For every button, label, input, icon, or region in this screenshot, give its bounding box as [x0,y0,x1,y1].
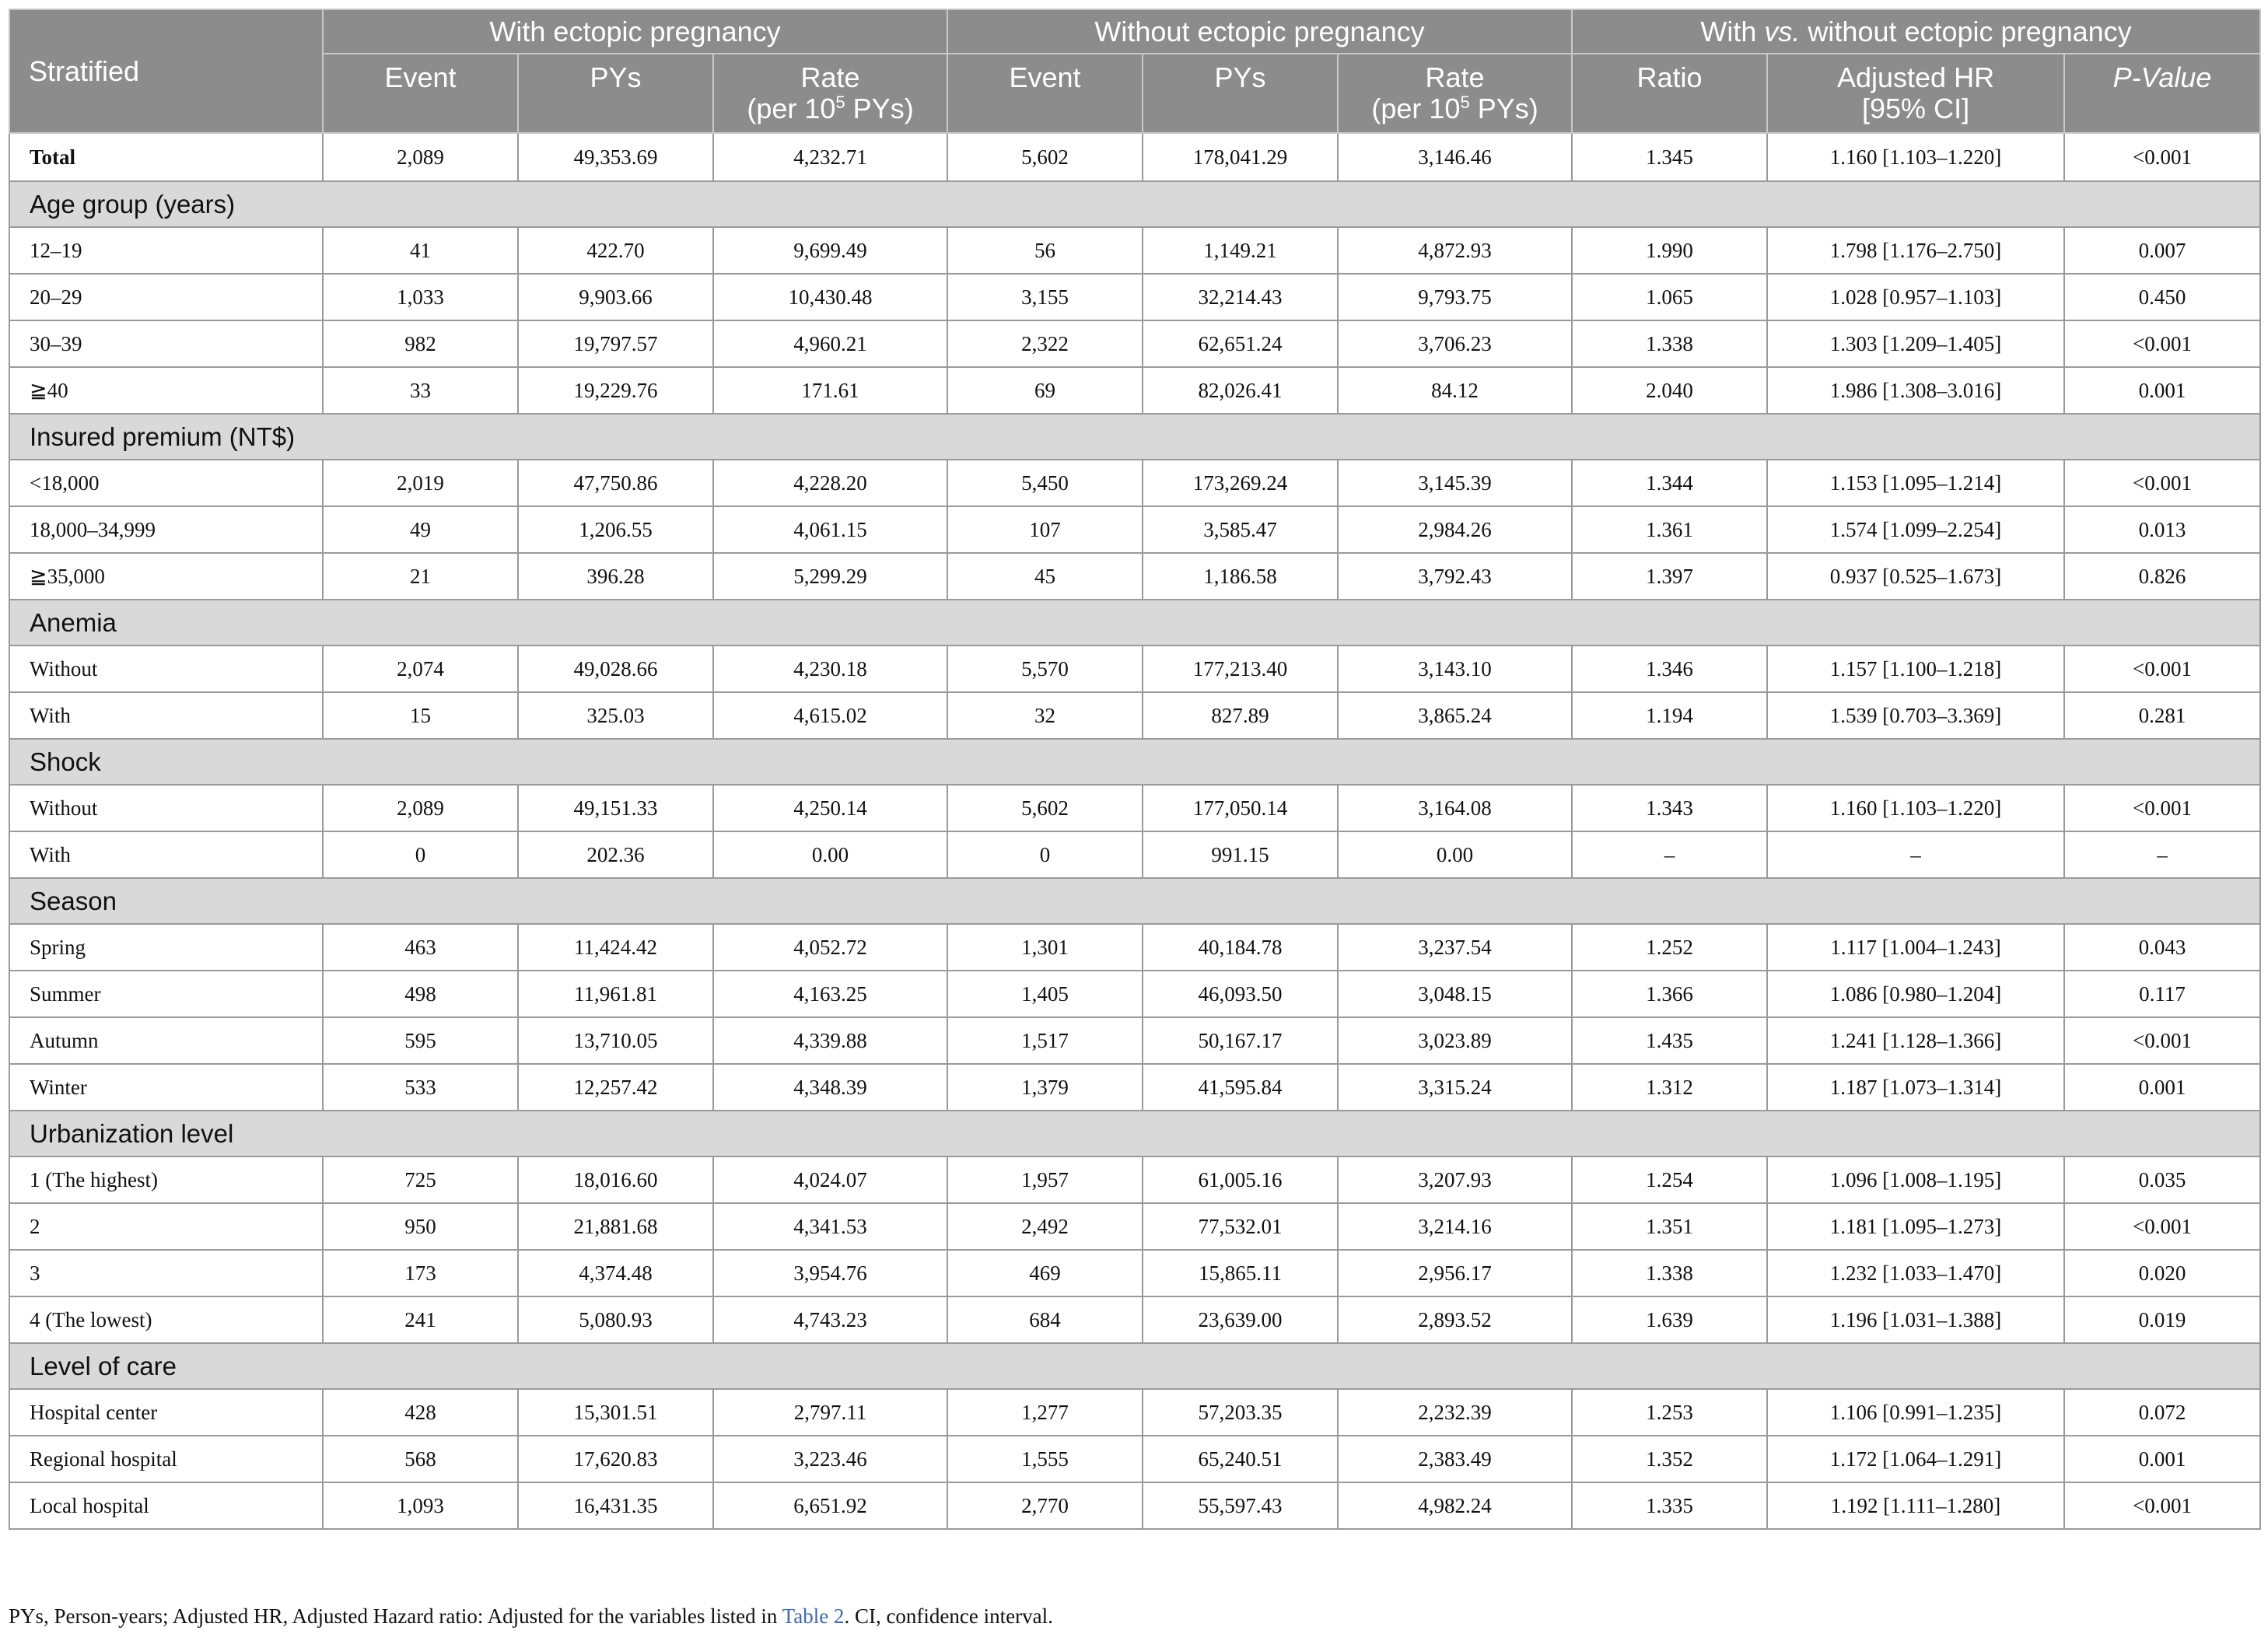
cell-p-value: <0.001 [2064,785,2260,831]
cell-adjusted-hr: 1.798 [1.176–2.750] [1767,227,2064,274]
cell-p-value: <0.001 [2064,133,2260,181]
cell-event-without: 5,570 [947,646,1143,692]
cell-ratio: 1.346 [1572,646,1767,692]
cell-ratio: 1.254 [1572,1156,1767,1203]
table-row [9,1064,2260,1111]
row-label: Summer [9,971,323,1017]
cell-event-without: 2,770 [947,1482,1143,1529]
cell-rate-with: 4,230.18 [713,646,947,692]
cell-event-without: 5,602 [947,133,1143,181]
cell-pys-with: 4,374.48 [518,1250,713,1296]
header-ratio: Ratio [1572,54,1767,133]
total-row [9,133,2260,181]
cell-event-without: 107 [947,506,1143,553]
cell-pys-with: 18,016.60 [518,1156,713,1203]
table-row [9,1436,2260,1482]
cell-pys-without: 55,597.43 [1143,1482,1338,1529]
cell-ratio: 1.312 [1572,1064,1767,1111]
cell-event-with: 463 [323,924,518,971]
cell-rate-without: 3,792.43 [1338,553,1572,600]
cell-pys-with: 5,080.93 [518,1296,713,1343]
cell-adjusted-hr: 1.160 [1.103–1.220] [1767,133,2064,181]
cell-pys-without: 173,269.24 [1143,460,1338,506]
cell-p-value: <0.001 [2064,1203,2260,1250]
cell-event-with: 1,093 [323,1482,518,1529]
row-label: 12–19 [9,227,323,274]
cell-event-without: 45 [947,553,1143,600]
cell-pys-with: 11,961.81 [518,971,713,1017]
row-label: 4 (The lowest) [9,1296,323,1343]
table-row [9,274,2260,320]
cell-event-without: 56 [947,227,1143,274]
table-row [9,646,2260,692]
header-pys-with: PYs [518,54,713,133]
cell-ratio: 1.345 [1572,133,1767,181]
cell-event-without: 1,957 [947,1156,1143,1203]
cell-rate-without: 3,315.24 [1338,1064,1572,1111]
cell-rate-without: 2,984.26 [1338,506,1572,553]
cell-p-value: <0.001 [2064,1017,2260,1064]
cell-pys-with: 9,903.66 [518,274,713,320]
table-row [9,1296,2260,1343]
cell-adjusted-hr: 1.086 [0.980–1.204] [1767,971,2064,1017]
cell-event-without: 1,379 [947,1064,1143,1111]
header-p-value: P-Value [2064,54,2260,133]
cell-event-without: 2,492 [947,1203,1143,1250]
table-footnote: PYs, Person-years; Adjusted HR, Adjusted Hazard ratio: Adjusted for the variables listed in Table 2. CI, confidence interval. [9,1604,1053,1628]
cell-rate-without: 4,982.24 [1338,1482,1572,1529]
cell-rate-with: 4,232.71 [713,133,947,181]
table-row [9,553,2260,600]
cell-rate-without: 4,872.93 [1338,227,1572,274]
cell-adjusted-hr: 1.574 [1.099–2.254] [1767,506,2064,553]
cell-event-with: 21 [323,553,518,600]
cell-pys-with: 1,206.55 [518,506,713,553]
cell-pys-without: 40,184.78 [1143,924,1338,971]
cell-ratio: 1.639 [1572,1296,1767,1343]
table-row [9,1156,2260,1203]
cell-ratio: 1.252 [1572,924,1767,971]
cell-p-value: 0.020 [2064,1250,2260,1296]
row-label: Without [9,646,323,692]
cell-rate-with: 6,651.92 [713,1482,947,1529]
cell-event-with: 725 [323,1156,518,1203]
cell-pys-without: 177,213.40 [1143,646,1338,692]
cell-rate-without: 2,383.49 [1338,1436,1572,1482]
cell-pys-without: 177,050.14 [1143,785,1338,831]
cell-event-with: 498 [323,971,518,1017]
cell-rate-with: 171.61 [713,367,947,414]
cell-pys-without: 3,585.47 [1143,506,1338,553]
cell-rate-with: 4,743.23 [713,1296,947,1343]
cell-ratio: 1.335 [1572,1482,1767,1529]
cell-rate-with: 0.00 [713,831,947,878]
table-row [9,1203,2260,1250]
header-with-ectopic: With ectopic pregnancy [323,9,947,54]
row-label: ≧40 [9,367,323,414]
cell-rate-without: 3,048.15 [1338,971,1572,1017]
cell-event-with: 2,019 [323,460,518,506]
row-label: Local hospital [9,1482,323,1529]
cell-adjusted-hr: 1.187 [1.073–1.314] [1767,1064,2064,1111]
row-label: 3 [9,1250,323,1296]
cell-event-without: 684 [947,1296,1143,1343]
cell-rate-without: 3,164.08 [1338,785,1572,831]
row-label: Hospital center [9,1389,323,1436]
row-label: 1 (The highest) [9,1156,323,1203]
cell-ratio: 2.040 [1572,367,1767,414]
cell-rate-with: 3,223.46 [713,1436,947,1482]
table-row [9,831,2260,878]
cell-rate-without: 2,232.39 [1338,1389,1572,1436]
cell-event-without: 1,405 [947,971,1143,1017]
section-title: Insured premium (NT$) [9,414,2260,460]
cell-pys-with: 19,797.57 [518,320,713,367]
cell-event-with: 533 [323,1064,518,1111]
table-row [9,1389,2260,1436]
cell-event-with: 2,074 [323,646,518,692]
section-title: Urbanization level [9,1111,2260,1156]
cell-p-value: 0.019 [2064,1296,2260,1343]
cell-pys-without: 41,595.84 [1143,1064,1338,1111]
cell-rate-with: 4,228.20 [713,460,947,506]
section-title: Season [9,878,2260,924]
table-row [9,367,2260,414]
cell-pys-with: 19,229.76 [518,367,713,414]
cell-p-value: 0.001 [2064,1064,2260,1111]
cell-pys-without: 65,240.51 [1143,1436,1338,1482]
cell-rate-without: 2,956.17 [1338,1250,1572,1296]
cell-pys-without: 57,203.35 [1143,1389,1338,1436]
row-label: 30–39 [9,320,323,367]
row-label: Regional hospital [9,1436,323,1482]
row-label: 2 [9,1203,323,1250]
cell-adjusted-hr: 1.986 [1.308–3.016] [1767,367,2064,414]
cell-pys-without: 82,026.41 [1143,367,1338,414]
cell-adjusted-hr: 0.937 [0.525–1.673] [1767,553,2064,600]
cell-rate-without: 3,143.10 [1338,646,1572,692]
cell-adjusted-hr: 1.192 [1.111–1.280] [1767,1482,2064,1529]
cell-rate-with: 5,299.29 [713,553,947,600]
cell-rate-with: 4,615.02 [713,692,947,739]
results-table [9,9,2261,1530]
cell-event-with: 2,089 [323,133,518,181]
cell-event-with: 568 [323,1436,518,1482]
cell-event-without: 1,301 [947,924,1143,971]
cell-adjusted-hr: 1.539 [0.703–3.369] [1767,692,2064,739]
cell-rate-without: 3,865.24 [1338,692,1572,739]
header-event-with: Event [323,54,518,133]
cell-event-with: 428 [323,1389,518,1436]
cell-adjusted-hr: 1.303 [1.209–1.405] [1767,320,2064,367]
cell-ratio: 1.344 [1572,460,1767,506]
cell-p-value: <0.001 [2064,646,2260,692]
cell-rate-with: 4,341.53 [713,1203,947,1250]
cell-ratio: 1.194 [1572,692,1767,739]
cell-rate-without: 3,214.16 [1338,1203,1572,1250]
cell-pys-without: 178,041.29 [1143,133,1338,181]
cell-event-without: 1,555 [947,1436,1143,1482]
cell-rate-without: 3,207.93 [1338,1156,1572,1203]
cell-ratio: 1.990 [1572,227,1767,274]
cell-event-without: 69 [947,367,1143,414]
section-header-row [9,414,2260,460]
cell-event-with: 0 [323,831,518,878]
cell-pys-without: 1,149.21 [1143,227,1338,274]
row-label: Autumn [9,1017,323,1064]
table-row [9,924,2260,971]
cell-pys-with: 16,431.35 [518,1482,713,1529]
cell-rate-with: 4,061.15 [713,506,947,553]
cell-rate-without: 3,237.54 [1338,924,1572,971]
cell-ratio: 1.338 [1572,320,1767,367]
row-label: ≧35,000 [9,553,323,600]
table-row [9,1482,2260,1529]
cell-event-with: 1,033 [323,274,518,320]
section-header-row [9,878,2260,924]
cell-pys-without: 15,865.11 [1143,1250,1338,1296]
cell-rate-with: 4,960.21 [713,320,947,367]
header-rate-without: Rate (per $10^5$ PYs) [1338,54,1572,133]
cell-pys-with: 49,353.69 [518,133,713,181]
row-label: Spring [9,924,323,971]
cell-adjusted-hr: 1.196 [1.031–1.388] [1767,1296,2064,1343]
cell-event-without: 1,277 [947,1389,1143,1436]
cell-ratio: 1.065 [1572,274,1767,320]
cell-p-value: 0.043 [2064,924,2260,971]
cell-adjusted-hr: 1.241 [1.128–1.366] [1767,1017,2064,1064]
table-row [9,971,2260,1017]
cell-p-value: 0.281 [2064,692,2260,739]
cell-p-value: <0.001 [2064,320,2260,367]
cell-event-with: 982 [323,320,518,367]
cell-pys-with: 49,028.66 [518,646,713,692]
cell-p-value: <0.001 [2064,1482,2260,1529]
table-header [9,9,2260,133]
cell-event-without: 5,602 [947,785,1143,831]
row-label: With [9,692,323,739]
section-title: Anemia [9,600,2260,646]
cell-p-value: 0.072 [2064,1389,2260,1436]
section-title: Age group (years) [9,181,2260,227]
row-label: Total [9,133,323,181]
cell-rate-with: 4,348.39 [713,1064,947,1111]
cell-rate-without: 3,146.46 [1338,133,1572,181]
header-rate-with: Rate (per $10^5$ PYs) [713,54,947,133]
cell-pys-without: 827.89 [1143,692,1338,739]
cell-pys-with: 21,881.68 [518,1203,713,1250]
cell-pys-with: 11,424.42 [518,924,713,971]
cell-pys-without: 46,093.50 [1143,971,1338,1017]
table-row [9,1250,2260,1296]
cell-p-value: 0.450 [2064,274,2260,320]
cell-adjusted-hr: 1.232 [1.033–1.470] [1767,1250,2064,1296]
header-stratified: Stratified [9,9,323,133]
cell-rate-with: 4,163.25 [713,971,947,1017]
cell-rate-without: 0.00 [1338,831,1572,878]
cell-rate-with: 2,797.11 [713,1389,947,1436]
cell-pys-with: 15,301.51 [518,1389,713,1436]
cell-event-with: 41 [323,227,518,274]
table-row [9,227,2260,274]
section-header-row [9,739,2260,785]
row-label: 18,000–34,999 [9,506,323,553]
cell-rate-without: 2,893.52 [1338,1296,1572,1343]
table-row [9,692,2260,739]
cell-adjusted-hr: 1.160 [1.103–1.220] [1767,785,2064,831]
table-2-link[interactable]: Table 2 [782,1604,845,1628]
row-label: <18,000 [9,460,323,506]
table-body [9,133,2260,1529]
row-label: 20–29 [9,274,323,320]
cell-adjusted-hr: 1.117 [1.004–1.243] [1767,924,2064,971]
header-comparison: With vs. without ectopic pregnancy [1572,9,2260,54]
cell-adjusted-hr: 1.157 [1.100–1.218] [1767,646,2064,692]
cell-rate-without: 3,145.39 [1338,460,1572,506]
cell-adjusted-hr: 1.106 [0.991–1.235] [1767,1389,2064,1436]
cell-ratio: 1.435 [1572,1017,1767,1064]
cell-event-without: 3,155 [947,274,1143,320]
cell-pys-without: 991.15 [1143,831,1338,878]
header-pys-without: PYs [1143,54,1338,133]
cell-ratio: 1.352 [1572,1436,1767,1482]
section-header-row [9,600,2260,646]
table-row [9,320,2260,367]
cell-pys-without: 62,651.24 [1143,320,1338,367]
cell-pys-with: 13,710.05 [518,1017,713,1064]
cell-p-value: 0.013 [2064,506,2260,553]
cell-pys-with: 325.03 [518,692,713,739]
cell-p-value: <0.001 [2064,460,2260,506]
cell-pys-without: 77,532.01 [1143,1203,1338,1250]
cell-p-value: 0.035 [2064,1156,2260,1203]
cell-adjusted-hr: – [1767,831,2064,878]
cell-ratio: 1.343 [1572,785,1767,831]
cell-rate-without: 3,706.23 [1338,320,1572,367]
cell-rate-without: 84.12 [1338,367,1572,414]
section-header-row [9,1111,2260,1156]
cell-rate-with: 4,250.14 [713,785,947,831]
cell-pys-with: 422.70 [518,227,713,274]
cell-rate-without: 9,793.75 [1338,274,1572,320]
cell-event-with: 15 [323,692,518,739]
cell-pys-with: 49,151.33 [518,785,713,831]
cell-pys-with: 202.36 [518,831,713,878]
table-row [9,785,2260,831]
cell-adjusted-hr: 1.172 [1.064–1.291] [1767,1436,2064,1482]
cell-rate-with: 10,430.48 [713,274,947,320]
cell-pys-without: 32,214.43 [1143,274,1338,320]
cell-adjusted-hr: 1.181 [1.095–1.273] [1767,1203,2064,1250]
cell-ratio: 1.253 [1572,1389,1767,1436]
cell-p-value: 0.001 [2064,367,2260,414]
cell-p-value: 0.007 [2064,227,2260,274]
cell-rate-with: 3,954.76 [713,1250,947,1296]
table-row [9,506,2260,553]
cell-rate-with: 4,052.72 [713,924,947,971]
section-title: Shock [9,739,2260,785]
table-row [9,460,2260,506]
cell-rate-without: 3,023.89 [1338,1017,1572,1064]
cell-pys-with: 396.28 [518,553,713,600]
cell-adjusted-hr: 1.096 [1.008–1.195] [1767,1156,2064,1203]
cell-rate-with: 9,699.49 [713,227,947,274]
table-row [9,1017,2260,1064]
cell-event-with: 33 [323,367,518,414]
cell-p-value: 0.001 [2064,1436,2260,1482]
cell-ratio: 1.397 [1572,553,1767,600]
cell-p-value: 0.117 [2064,971,2260,1017]
cell-rate-with: 4,024.07 [713,1156,947,1203]
cell-ratio: 1.338 [1572,1250,1767,1296]
cell-event-with: 241 [323,1296,518,1343]
cell-event-without: 0 [947,831,1143,878]
cell-ratio: 1.361 [1572,506,1767,553]
cell-ratio: – [1572,831,1767,878]
cell-event-without: 5,450 [947,460,1143,506]
cell-event-with: 2,089 [323,785,518,831]
cell-ratio: 1.366 [1572,971,1767,1017]
cell-rate-with: 4,339.88 [713,1017,947,1064]
table-container [9,9,2259,1530]
cell-event-with: 950 [323,1203,518,1250]
cell-event-with: 49 [323,506,518,553]
cell-p-value: 0.826 [2064,553,2260,600]
section-header-row [9,181,2260,227]
cell-pys-with: 17,620.83 [518,1436,713,1482]
section-title: Level of care [9,1343,2260,1389]
cell-pys-without: 61,005.16 [1143,1156,1338,1203]
cell-p-value: – [2064,831,2260,878]
row-label: With [9,831,323,878]
header-event-without: Event [947,54,1143,133]
cell-adjusted-hr: 1.153 [1.095–1.214] [1767,460,2064,506]
cell-event-with: 173 [323,1250,518,1296]
cell-event-without: 469 [947,1250,1143,1296]
cell-event-without: 1,517 [947,1017,1143,1064]
row-label: Winter [9,1064,323,1111]
cell-event-without: 2,322 [947,320,1143,367]
cell-event-with: 595 [323,1017,518,1064]
row-label: Without [9,785,323,831]
cell-adjusted-hr: 1.028 [0.957–1.103] [1767,274,2064,320]
header-without-ectopic: Without ectopic pregnancy [947,9,1572,54]
cell-ratio: 1.351 [1572,1203,1767,1250]
header-adjusted-hr: Adjusted HR [95% CI] [1767,54,2064,133]
section-header-row [9,1343,2260,1389]
cell-pys-without: 23,639.00 [1143,1296,1338,1343]
cell-event-without: 32 [947,692,1143,739]
cell-pys-without: 1,186.58 [1143,553,1338,600]
cell-pys-with: 47,750.86 [518,460,713,506]
cell-pys-without: 50,167.17 [1143,1017,1338,1064]
cell-pys-with: 12,257.42 [518,1064,713,1111]
